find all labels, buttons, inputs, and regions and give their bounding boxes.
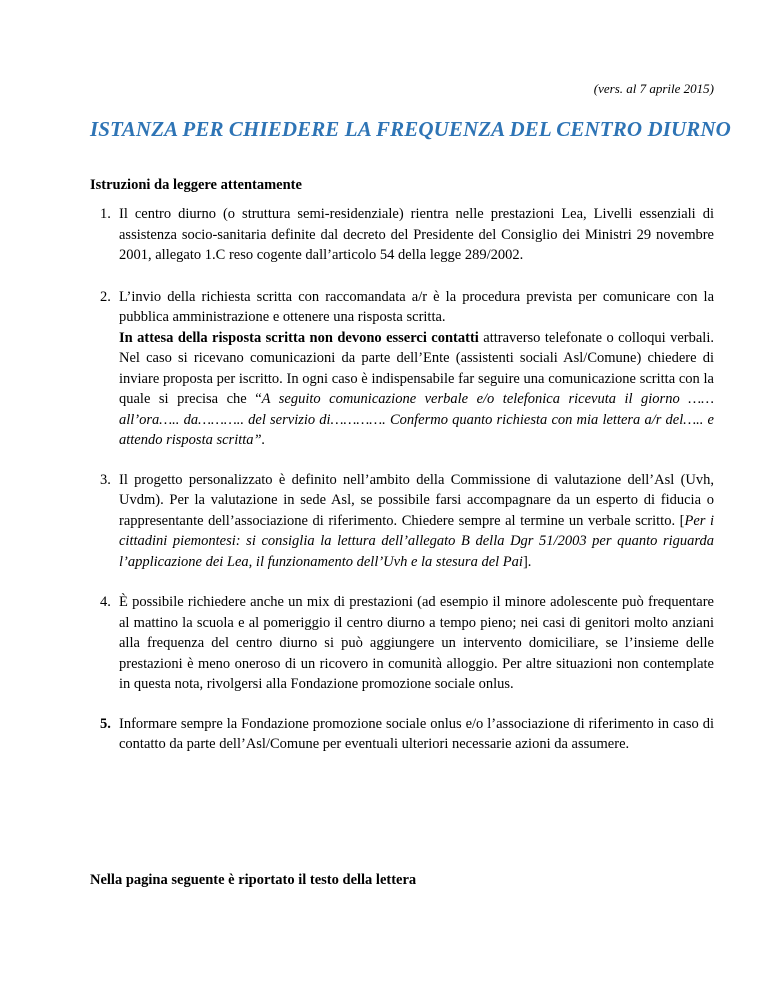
item-bold-text: In attesa della risposta scritta non devono esserci contatti — [119, 329, 479, 346]
version-note: (vers. al 7 aprile 2015) — [593, 81, 714, 96]
list-item — [90, 204, 714, 266]
item-text: ]. — [522, 553, 532, 570]
item-text: Il centro diurno (o struttura semi-residenziale) rientra nelle prestazioni Lea, Livelli essenziali di assistenza socio-sanitaria definite dal decreto del Presidente del Consiglio dei Ministri 29 novembre 2001, allegato 1.C reso cogente dall’articolo 54 della legge 289/2002. — [119, 206, 714, 263]
list-item — [90, 714, 714, 755]
item-text: L’invio della richiesta scritta con raccomandata a/r è la procedura prevista per comunicare con la pubblica amministrazione e ottenere una risposta scritta. — [119, 288, 714, 325]
item-italic-text: A seguito comunicazione verbale e/o telefonica ricevuta il giorno …… all’ora….. da……….. del servizio di…………. Confermo quanto richiesta con mia lettera a/r del….. e attendo risposta scritta”. — [119, 391, 714, 448]
item-number: 2. — [100, 288, 111, 305]
list-item — [90, 592, 714, 695]
document-title: ISTANZA PER CHIEDERE LA FREQUENZA DEL CENTRO DIURNO — [90, 117, 731, 141]
instructions-heading: Istruzioni da leggere attentamente — [90, 177, 302, 193]
instructions-list — [90, 204, 714, 755]
item-text: Informare sempre la Fondazione promozione sociale onlus e/o l’associazione di riferimento in caso di contatto da parte dell’Asl/Comune per eventuali ulteriori necessarie azioni da assumere. — [119, 715, 714, 752]
item-italic-text: Per i cittadini piemontesi: si consiglia la lettura dell’allegato B della Dgr 51/2003 per quanto riguarda l’applicazione dei Lea, il funzionamento dell’Uvh e la stesura del Pai — [119, 512, 714, 570]
footer-note: Nella pagina seguente è riportato il testo della lettera — [90, 872, 417, 888]
item-text: Il progetto personalizzato è definito nell’ambito della Commissione di valutazione dell’Asl (Uvh, Uvdm). Per la valutazione in sede Asl, se possibile farsi accompagnare da un esperto di fiducia o rappresentante dell’associazione di riferimento. Chiedere sempre al termine un verbale scritto. [ — [119, 471, 714, 529]
list-item — [90, 470, 714, 573]
item-text: attraverso telefonate o colloqui verbali. Nel caso si ricevano comunicazioni da parte dell’Ente (assistenti sociali Asl/Comune) chiedere di inviare proposta per iscritto. In ogni caso è indispensabile far seguire una comunicazione scritta con la quale si precisa che “ — [119, 329, 714, 407]
item-number: 1. — [100, 206, 111, 222]
item-text: È possibile richiedere anche un mix di prestazioni (ad esempio il minore adolescente può frequentare al mattino la scuola e al pomeriggio il centro diurno a tempo pieno; nei casi di genitori molto anziani alla frequenza del centro diurno si può aggiungere un intervento domiciliare, se l’insieme delle prestazioni è meno oneroso di un ricovero in comunità alloggio. Per altre situazioni non contemplate in questa nota, rivolgersi alla Fondazione promozione sociale onlus. — [119, 594, 714, 692]
item-number: 3. — [100, 471, 111, 488]
list-item — [90, 287, 714, 451]
item-number: 5. — [100, 715, 111, 732]
item-number: 4. — [100, 594, 111, 610]
